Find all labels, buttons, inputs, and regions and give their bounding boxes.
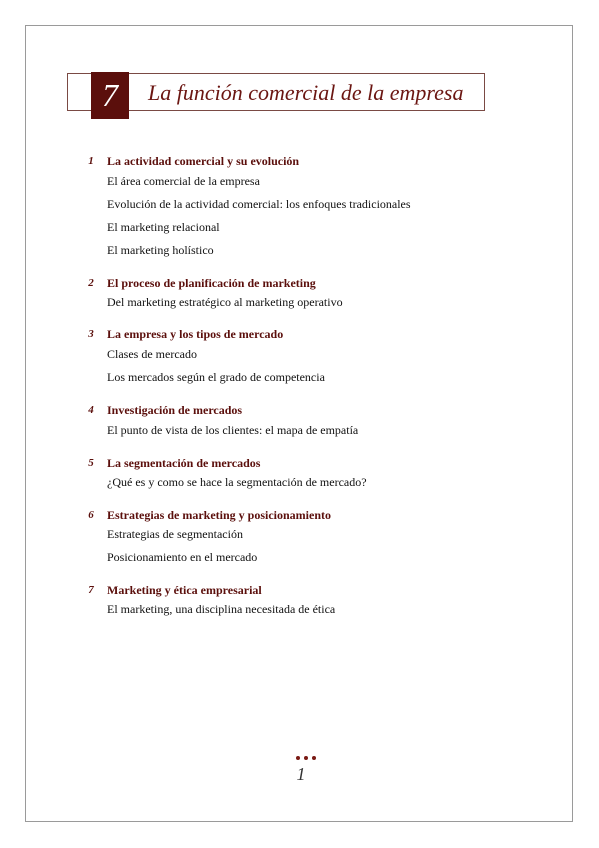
section-subitem[interactable]: Clases de mercado xyxy=(107,347,197,361)
section-number: 3 xyxy=(88,328,94,340)
section-number: 5 xyxy=(88,457,94,469)
section-subitem[interactable]: El punto de vista de los clientes: el mapa de empatía xyxy=(107,423,359,437)
section-title[interactable]: Marketing y ética empresarial xyxy=(107,583,262,597)
section-subitem[interactable]: El marketing, una disciplina necesitada de ética xyxy=(107,602,336,616)
page-number: 1 xyxy=(296,764,306,784)
section-number: 1 xyxy=(88,155,94,167)
section-title[interactable]: Estrategias de marketing y posicionamiento xyxy=(107,508,331,522)
dot-icon xyxy=(304,756,308,760)
section-title[interactable]: La actividad comercial y su evolución xyxy=(107,154,300,168)
section-subitem[interactable]: Del marketing estratégico al marketing operativo xyxy=(107,295,343,309)
section-subitem[interactable]: ¿Qué es y como se hace la segmentación de mercado? xyxy=(107,475,367,489)
section-title[interactable]: La segmentación de mercados xyxy=(107,456,261,470)
section-subitem[interactable]: Evolución de la actividad comercial: los enfoques tradicionales xyxy=(107,197,411,211)
section-subitem[interactable]: Los mercados según el grado de competencia xyxy=(107,370,325,384)
chapter-title: La función comercial de la empresa xyxy=(148,80,464,105)
section-subitem[interactable]: Posicionamiento en el mercado xyxy=(107,550,258,564)
section-title[interactable]: El proceso de planificación de marketing xyxy=(107,276,316,290)
dot-icon xyxy=(312,756,316,760)
section-subitem[interactable]: El marketing holístico xyxy=(107,243,214,257)
section-title[interactable]: La empresa y los tipos de mercado xyxy=(107,327,284,341)
section-subitem[interactable]: El área comercial de la empresa xyxy=(107,174,260,188)
section-number: 2 xyxy=(88,277,94,289)
footer-ornament xyxy=(296,752,320,760)
section-number: 7 xyxy=(88,584,94,596)
section-subitem[interactable]: El marketing relacional xyxy=(107,220,220,234)
section-number: 4 xyxy=(88,404,94,416)
chapter-number: 7 xyxy=(102,77,118,113)
dot-icon xyxy=(296,756,300,760)
section-subitem[interactable]: Estrategias de segmentación xyxy=(107,527,243,541)
section-number: 6 xyxy=(88,509,94,521)
section-title[interactable]: Investigación de mercados xyxy=(107,403,243,417)
